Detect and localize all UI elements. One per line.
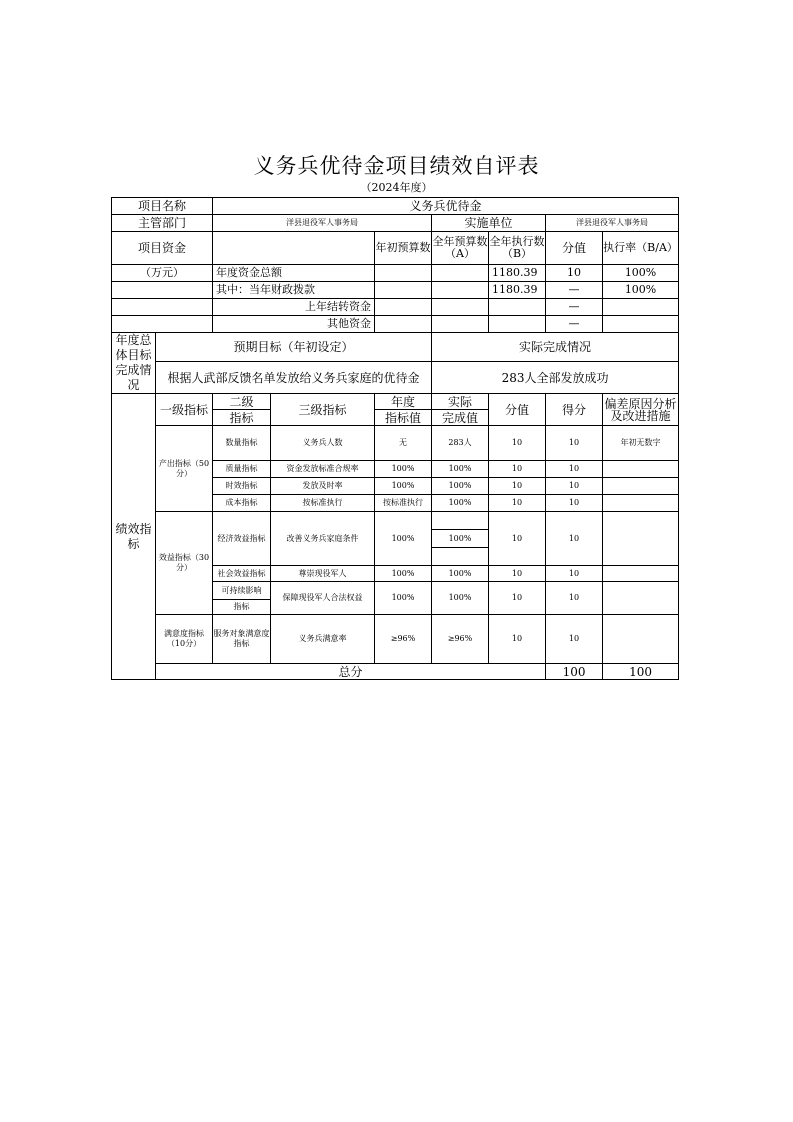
funds-row-c: 1180.39 xyxy=(489,265,546,282)
funds-row-b xyxy=(432,316,489,333)
l3-cell: 资金发放标准合规率 xyxy=(271,461,375,478)
score-cell: 10 xyxy=(489,566,546,582)
funds-row-a xyxy=(375,265,432,282)
total-score: 100 xyxy=(546,664,603,680)
document-title: 义务兵优待金项目绩效自评表 xyxy=(253,154,540,178)
target-cell: 100% xyxy=(375,478,432,495)
get-cell: 10 xyxy=(546,495,603,512)
h-level3: 三级指标 xyxy=(271,394,375,426)
funds-blank xyxy=(213,232,375,265)
satisfaction-indicator-label: 满意度指标（10分） xyxy=(156,615,213,664)
goals-expected: 根据人武部反馈名单发放给义务兵家庭的优待金 xyxy=(156,362,432,394)
l2-cell: 数量指标 xyxy=(213,426,271,461)
h-level2-b: 指标 xyxy=(213,410,271,426)
l3-cell: 尊崇现役军人 xyxy=(271,566,375,582)
funds-row-c: 1180.39 xyxy=(489,282,546,299)
actual-cell: ≥96% xyxy=(432,615,489,664)
l3-cell: 保障现役军人合法权益 xyxy=(271,582,375,615)
dept-label: 主管部门 xyxy=(112,215,213,232)
funds-row-a xyxy=(375,282,432,299)
goals-content-row xyxy=(112,362,679,394)
funds-row-a xyxy=(375,299,432,316)
project-name-row xyxy=(112,198,679,215)
document-year: （2024年度） xyxy=(360,181,433,194)
actual-cell: 100% xyxy=(432,566,489,582)
funds-col-rate: 执行率（B/A） xyxy=(603,232,679,265)
get-cell: 10 xyxy=(546,615,603,664)
score-cell: 10 xyxy=(489,478,546,495)
score-cell: 10 xyxy=(489,461,546,478)
funds-row-score: — xyxy=(546,282,603,299)
funds-row-b xyxy=(432,299,489,316)
funds-col-budget: 全年预算数（A） xyxy=(432,232,489,265)
l2-cell: 质量指标 xyxy=(213,461,271,478)
funds-unit: （万元） xyxy=(112,265,213,282)
score-cell: 10 xyxy=(489,512,546,566)
actual-subcell-bottom xyxy=(432,548,488,566)
funds-row-score: 10 xyxy=(546,265,603,282)
funds-row-rate: 100% xyxy=(603,265,679,282)
impl-value: 洋县退役军人事务局 xyxy=(546,215,679,232)
goals-actual-label: 实际完成情况 xyxy=(432,333,679,362)
funds-row-label: 其他资金 xyxy=(213,316,375,333)
h-year-b: 指标值 xyxy=(375,410,432,426)
table-row xyxy=(112,426,679,461)
total-row xyxy=(112,664,679,680)
target-cell: 无 xyxy=(375,426,432,461)
l3-cell: 义务兵人数 xyxy=(271,426,375,461)
actual-subcell-value: 100% xyxy=(432,530,488,548)
indicators-label: 绩效指标 xyxy=(112,394,156,680)
reason-cell xyxy=(603,461,679,478)
score-cell: 10 xyxy=(489,495,546,512)
l3-cell: 改善义务兵家庭条件 xyxy=(271,512,375,566)
l2-cell: 社会效益指标 xyxy=(213,566,271,582)
get-cell: 10 xyxy=(546,461,603,478)
funds-row-label: 其中：当年财政拨款 xyxy=(213,282,375,299)
department-row xyxy=(112,215,679,232)
table-row xyxy=(112,512,679,566)
funds-col-initial: 年初预算数 xyxy=(375,232,432,265)
reason-cell xyxy=(603,495,679,512)
h-actual-b: 完成值 xyxy=(432,410,489,426)
reason-cell: 年初无数字 xyxy=(603,426,679,461)
l2-cell: 时效指标 xyxy=(213,478,271,495)
benefit-indicator-label: 效益指标（30分） xyxy=(156,512,213,615)
h-score: 分值 xyxy=(489,394,546,426)
funds-row-c xyxy=(489,316,546,333)
indicator-header-row xyxy=(112,394,679,410)
score-cell: 10 xyxy=(489,582,546,615)
actual-cell: 100% xyxy=(432,478,489,495)
funds-row xyxy=(112,282,679,299)
funds-header-row xyxy=(112,232,679,265)
actual-cell: 100% xyxy=(432,582,489,615)
funds-row-score: — xyxy=(546,299,603,316)
funds-row-rate xyxy=(603,299,679,316)
funds-row-label: 上年结转资金 xyxy=(213,299,375,316)
actual-cell: 283人 xyxy=(432,426,489,461)
funds-row-c xyxy=(489,299,546,316)
score-cell: 10 xyxy=(489,615,546,664)
funds-row-b xyxy=(432,265,489,282)
performance-table xyxy=(111,197,679,680)
funds-row-rate xyxy=(603,316,679,333)
h-year-a: 年度 xyxy=(375,394,432,410)
get-cell: 10 xyxy=(546,478,603,495)
funds-row xyxy=(112,316,679,333)
project-name-label: 项目名称 xyxy=(112,198,213,215)
funds-unit-blank xyxy=(112,316,213,333)
funds-row xyxy=(112,265,679,282)
reason-cell xyxy=(603,566,679,582)
l3-cell: 义务兵满意率 xyxy=(271,615,375,664)
h-level1: 一级指标 xyxy=(156,394,213,426)
total-get: 100 xyxy=(603,664,679,680)
table-row xyxy=(112,615,679,664)
total-label: 总分 xyxy=(156,664,546,680)
goals-actual: 283人全部发放成功 xyxy=(432,362,679,394)
actual-subcell-top xyxy=(432,512,488,530)
dept-value: 洋县退役军人事务局 xyxy=(213,215,432,232)
funds-col-score: 分值 xyxy=(546,232,603,265)
l2-cell: 成本指标 xyxy=(213,495,271,512)
reason-cell xyxy=(603,512,679,566)
goals-label: 年度总体目标完成情况 xyxy=(112,333,156,394)
funds-row-a xyxy=(375,316,432,333)
target-cell: ≥96% xyxy=(375,615,432,664)
funds-unit-blank xyxy=(112,299,213,316)
get-cell: 10 xyxy=(546,582,603,615)
target-cell: 100% xyxy=(375,582,432,615)
score-cell: 10 xyxy=(489,426,546,461)
reason-cell xyxy=(603,582,679,615)
actual-cell: 100% xyxy=(432,461,489,478)
goals-expected-label: 预期目标（年初设定） xyxy=(156,333,432,362)
l2-cell: 经济效益指标 xyxy=(213,512,271,566)
reason-cell xyxy=(603,615,679,664)
get-cell: 10 xyxy=(546,426,603,461)
h-level2-a: 二级 xyxy=(213,394,271,410)
h-actual-a: 实际 xyxy=(432,394,489,410)
funds-label: 项目资金 xyxy=(112,232,213,265)
funds-row xyxy=(112,299,679,316)
funds-unit-blank xyxy=(112,282,213,299)
l2-cell: 服务对象满意度指标 xyxy=(213,615,271,664)
actual-cell xyxy=(432,512,489,566)
target-cell: 100% xyxy=(375,512,432,566)
actual-cell: 100% xyxy=(432,495,489,512)
project-name-value: 义务兵优待金 xyxy=(213,198,679,215)
target-cell: 按标准执行 xyxy=(375,495,432,512)
funds-col-exec: 全年执行数（B） xyxy=(489,232,546,265)
get-cell: 10 xyxy=(546,512,603,566)
funds-row-rate: 100% xyxy=(603,282,679,299)
target-cell: 100% xyxy=(375,461,432,478)
actual-subcells xyxy=(432,512,488,565)
funds-row-score: — xyxy=(546,316,603,333)
get-cell: 10 xyxy=(546,566,603,582)
l3-cell: 按标准执行 xyxy=(271,495,375,512)
h-get: 得分 xyxy=(546,394,603,426)
funds-row-b xyxy=(432,282,489,299)
l2-cell-b: 指标 xyxy=(213,600,271,615)
h-reason: 偏差原因分析及改进措施 xyxy=(603,394,679,426)
l2-cell-a: 可持续影响 xyxy=(213,582,271,600)
output-indicator-label: 产出指标（50分） xyxy=(156,426,213,512)
reason-cell xyxy=(603,478,679,495)
funds-row-label: 年度资金总额 xyxy=(213,265,375,282)
target-cell: 100% xyxy=(375,566,432,582)
l3-cell: 发放及时率 xyxy=(271,478,375,495)
goals-header-row xyxy=(112,333,679,362)
impl-label: 实施单位 xyxy=(432,215,546,232)
